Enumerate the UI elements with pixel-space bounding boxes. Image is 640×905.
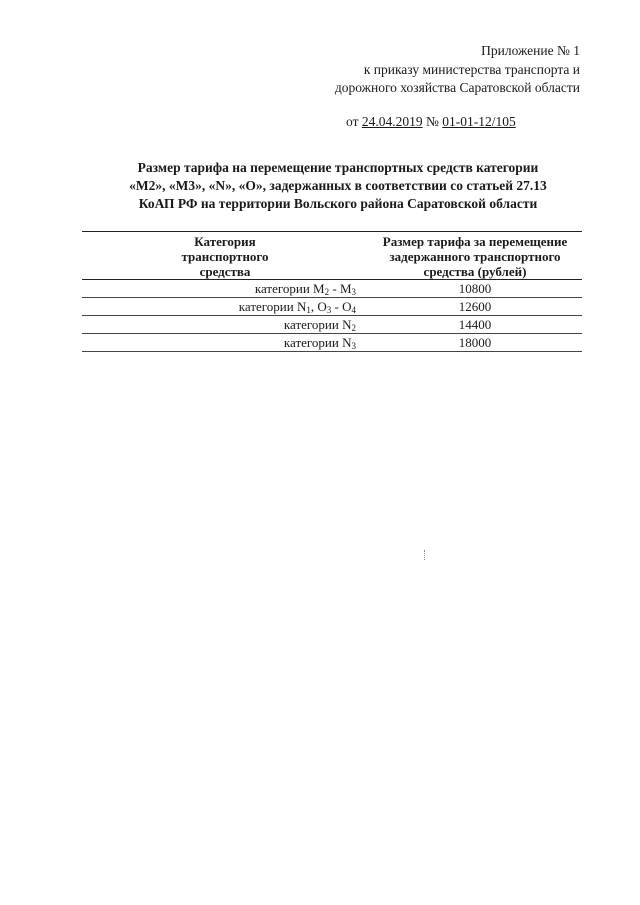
order-prefix: от bbox=[346, 114, 359, 129]
appendix-ministry: дорожного хозяйства Саратовской области bbox=[334, 80, 580, 95]
row-category: категории $N_2$ bbox=[82, 316, 368, 334]
scan-speck bbox=[424, 550, 428, 560]
order-reference bbox=[346, 114, 516, 130]
title-line-1: Размер тарифа на перемещение транспортных средств категории bbox=[137, 160, 539, 175]
row-category: категории $N_1$, $O_3 - O_4$ bbox=[82, 298, 368, 316]
appendix-order-ref: к приказу министерства транспорта и bbox=[363, 61, 580, 77]
order-number-sign: № bbox=[425, 114, 439, 129]
table-header-row bbox=[82, 232, 582, 280]
row-tariff-value: 14400 bbox=[368, 316, 582, 334]
title-line-3: КоАП РФ на территории Вольского района Саратовской области bbox=[138, 196, 538, 211]
row-category: категории $M_2 - M_3$ bbox=[82, 280, 368, 298]
header-category: Категория транспортного средства bbox=[82, 232, 368, 280]
row-tariff-value: 12600 bbox=[368, 298, 582, 316]
title-line-2: «М2», «М3», «N», «О», задержанных в соответствии со статьей 27.13 bbox=[129, 178, 547, 193]
document-title bbox=[90, 159, 586, 213]
table-row bbox=[82, 316, 582, 334]
appendix-number: Приложение № 1 bbox=[481, 43, 580, 58]
appendix-header bbox=[335, 42, 580, 98]
table-row bbox=[82, 298, 582, 316]
table-row bbox=[82, 280, 582, 298]
order-date: 24.04.2019 bbox=[361, 114, 423, 129]
table-row bbox=[82, 334, 582, 352]
header-tariff: Размер тарифа за перемещение задержанного транспортного средства (рублей) bbox=[368, 232, 582, 280]
order-number: 01-01-12/105 bbox=[442, 114, 516, 129]
row-tariff-value: 10800 bbox=[368, 280, 582, 298]
row-category: категории $N_3$ bbox=[82, 334, 368, 352]
tariff-table bbox=[82, 231, 582, 352]
row-tariff-value: 18000 bbox=[368, 334, 582, 352]
